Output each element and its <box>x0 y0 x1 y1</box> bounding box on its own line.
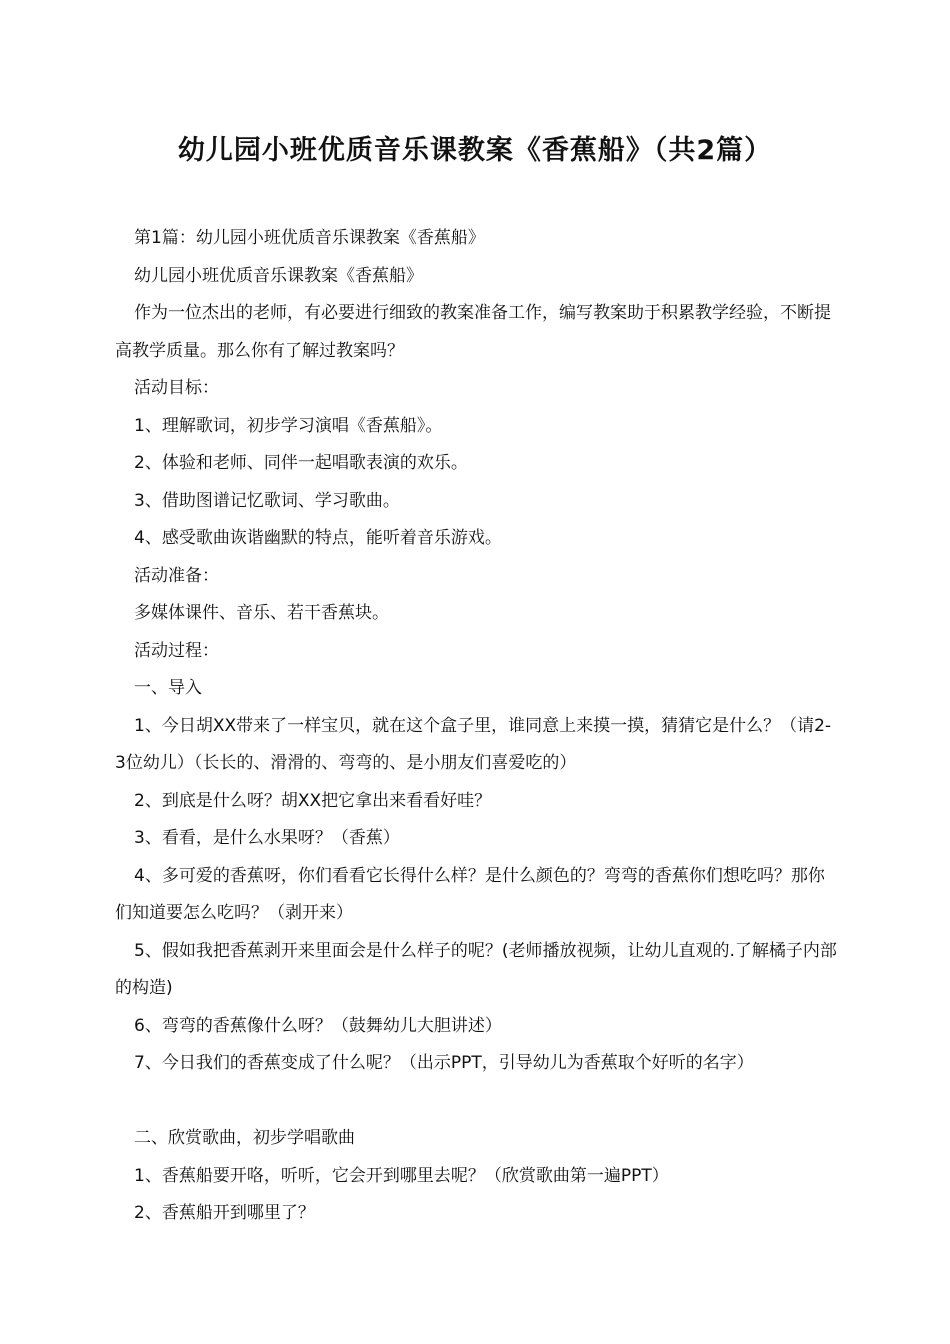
step-heading-2: 二、欣赏歌曲，初步学唱歌曲 <box>134 1128 355 1148</box>
document-body <box>115 220 840 1233</box>
intro-paragraph: 作为一位杰出的老师，有必要进行细致的教案准备工作，编写教案助于积累教学经验，不断提高教学质量。那么你有了解过教案吗？ <box>115 303 831 361</box>
step-item: 7、今日我们的香蕉变成了什么呢？（出示PPT，引导幼儿为香蕉取个好听的名字） <box>134 1053 754 1073</box>
step-heading-1: 一、导入 <box>134 678 202 698</box>
goals-heading: 活动目标： <box>134 378 219 398</box>
paragraph-spacer <box>115 1083 840 1121</box>
step-item: 3、看看，是什么水果呀？（香蕉） <box>134 828 400 848</box>
process-heading: 活动过程： <box>134 640 219 661</box>
step-item: 1、香蕉船要开咯，听听，它会开到哪里去呢？（欣赏歌曲第一遍PPT） <box>134 1165 669 1186</box>
document-title: 幼儿园小班优质音乐课教案《香蕉船》（共2篇） <box>177 135 773 166</box>
preparation-heading: 活动准备： <box>134 565 219 586</box>
goal-item-3: 3、借助图谱记忆歌词、学习歌曲。 <box>134 490 400 511</box>
step-item: 5、假如我把香蕉剥开来里面会是什么样子的呢？(老师播放视频，让幼儿直观的.了解橘子内部的构造) <box>115 940 837 998</box>
step-item: 6、弯弯的香蕉像什么呀？（鼓舞幼儿大胆讲述） <box>134 1015 502 1036</box>
goal-item-2: 2、体验和老师、同伴一起唱歌表演的欢乐。 <box>134 453 468 473</box>
step-item: 2、香蕉船开到哪里了？ <box>134 1203 315 1223</box>
goal-item-4: 4、感受歌曲诙谐幽默的特点，能听着音乐游戏。 <box>134 528 502 548</box>
lesson-title: 幼儿园小班优质音乐课教案《香蕉船》 <box>134 265 423 286</box>
step-item: 2、到底是什么呀？胡XX把它拿出来看看好哇？ <box>134 790 492 811</box>
goal-item-1: 1、理解歌词，初步学习演唱《香蕉船》。 <box>134 415 443 436</box>
preparation-text: 多媒体课件、音乐、若干香蕉块。 <box>134 603 389 623</box>
step-item: 4、多可爱的香蕉呀，你们看看它长得什么样？是什么颜色的？弯弯的香蕉你们想吃吗？那你们知道要怎么吃吗？（剥开来） <box>115 865 825 923</box>
step-item: 1、今日胡XX带来了一样宝贝，就在这个盒子里，谁同意上来摸一摸，猜猜它是什么？（请2-3位幼儿）（长长的、滑滑的、弯弯的、是小朋友们喜爱吃的） <box>115 715 832 773</box>
section-heading-part-1: 第1篇：幼儿园小班优质音乐课教案《香蕉船》 <box>134 228 485 248</box>
